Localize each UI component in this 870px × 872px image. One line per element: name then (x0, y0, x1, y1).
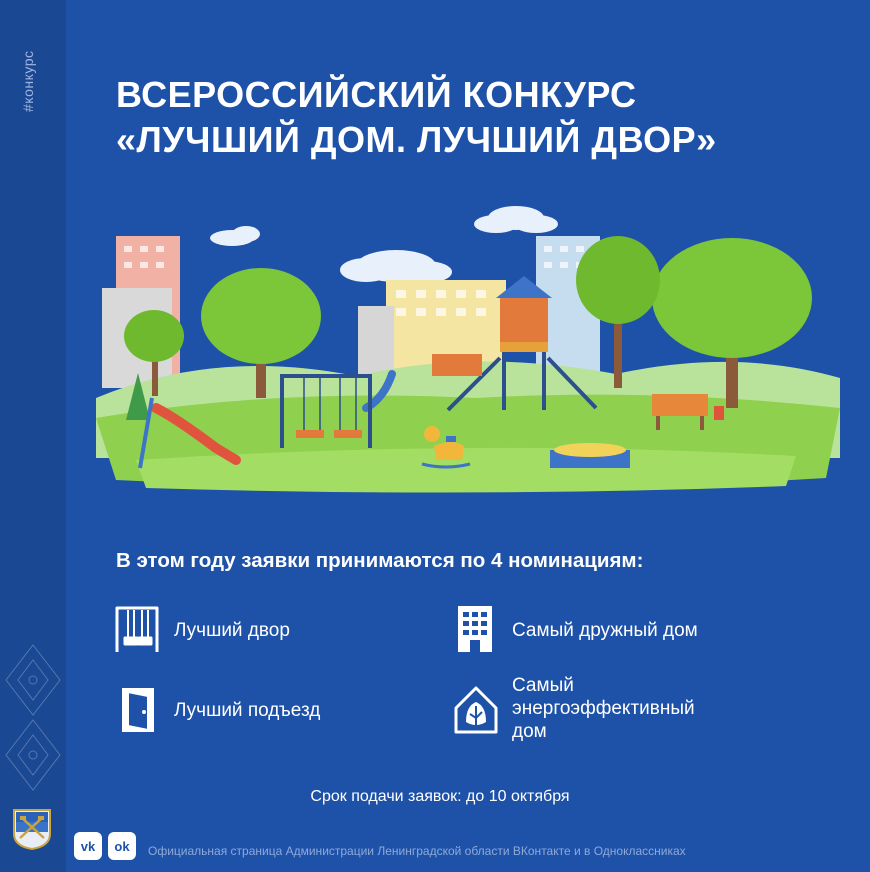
vk-icon: vk (80, 838, 96, 854)
swing-icon (114, 604, 160, 654)
nomination-friendly-house: Самый дружный дом (512, 620, 698, 641)
door-icon (120, 686, 156, 734)
nomination-energy-efficient-house (512, 674, 695, 743)
eco-house-icon (452, 684, 500, 734)
nomination-best-entrance: Лучший подъезд (174, 700, 321, 721)
nominations-heading: В этом году заявки принимаются по 4 номинациям: (116, 549, 644, 572)
title-line-1: ВСЕРОССИЙСКИЙ КОНКУРС (116, 74, 637, 115)
nomination-4-line-2: энергоэффективный (512, 698, 695, 719)
deadline-text: Срок подачи заявок: до 10 октября (310, 788, 570, 805)
vk-button[interactable] (74, 832, 102, 860)
lace-pattern-icon (0, 640, 66, 800)
ok-button[interactable] (108, 832, 136, 860)
hashtag[interactable]: #конкурс (20, 50, 36, 112)
nomination-4-line-1: Самый (512, 675, 574, 696)
playground-illustration (96, 198, 840, 498)
footer-text: Официальная страница Администрации Ленинградской области ВКонтакте и в Одноклассниках (148, 844, 686, 858)
sidebar (0, 0, 66, 872)
building-icon (454, 604, 496, 654)
coat-of-arms-icon (12, 808, 52, 850)
page-title (116, 72, 846, 162)
title-line-2: «ЛУЧШИЙ ДОМ. ЛУЧШИЙ ДВОР» (116, 119, 717, 160)
ok-icon: ok (114, 838, 130, 854)
nomination-best-yard: Лучший двор (174, 620, 290, 641)
nomination-4-line-3: дом (512, 721, 547, 742)
